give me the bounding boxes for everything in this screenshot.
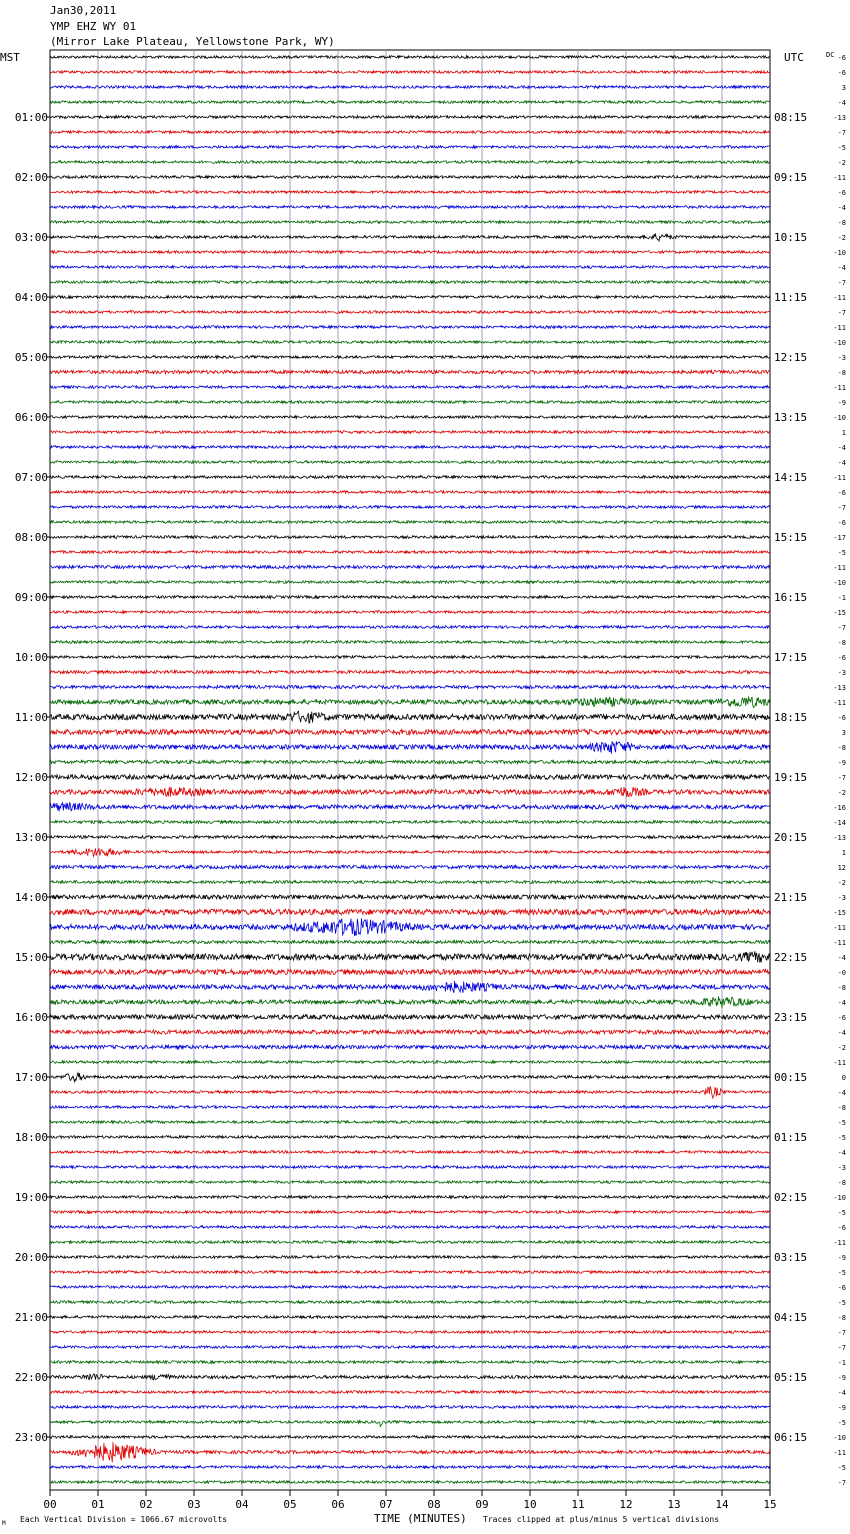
trace-row: [50, 1361, 770, 1364]
trace-row: [50, 491, 770, 494]
dc-offset-label: -5: [837, 1134, 846, 1142]
utc-tick-label: 12:15: [774, 351, 808, 364]
utc-tick-label: 02:15: [774, 1191, 808, 1204]
trace-row: [50, 1286, 770, 1289]
utc-tick-label: 14:15: [774, 471, 808, 484]
trace-row: [50, 641, 770, 644]
mst-tick-label: 20:00: [14, 1251, 48, 1264]
mst-tick-label: 21:00: [14, 1311, 48, 1324]
trace-row: [50, 775, 770, 780]
utc-tick-label: 10:15: [774, 231, 808, 244]
mst-tick-label: 04:00: [14, 291, 48, 304]
dc-offset-label: -11: [833, 474, 846, 482]
trace-row: [50, 341, 770, 344]
trace-row: [50, 787, 770, 797]
trace-row: [50, 326, 770, 329]
trace-row: [50, 221, 770, 224]
dc-offset-label: -6: [837, 1224, 846, 1232]
dc-offset-label: -3: [837, 894, 846, 902]
trace-row: [50, 996, 770, 1008]
dc-offset-label: -6: [837, 489, 846, 497]
utc-tick-label: 15:15: [774, 531, 808, 544]
mst-tick-label: 19:00: [14, 1191, 48, 1204]
dc-offset-label: -10: [833, 339, 846, 347]
dc-offset-label: -11: [833, 564, 846, 572]
left-axis-label: MST: [0, 51, 20, 64]
x-tick-label: 13: [667, 1498, 681, 1511]
dc-offset-label: -6: [837, 1284, 846, 1292]
dc-offset-label: -10: [833, 1434, 846, 1442]
dc-offset-label: 12: [837, 864, 846, 872]
utc-tick-label: 06:15: [774, 1431, 808, 1444]
dc-offset-label: -4: [837, 1029, 846, 1037]
dc-offset-label: -7: [837, 504, 846, 512]
header-station: YMP EHZ WY 01: [50, 20, 137, 33]
trace-row: [50, 370, 770, 373]
trace-row: [50, 1073, 770, 1082]
mst-tick-label: 06:00: [14, 411, 48, 424]
dc-offset-label: -13: [833, 834, 846, 842]
dc-offset-label: -1: [837, 1359, 846, 1367]
trace-row: [50, 101, 770, 104]
utc-tick-label: 09:15: [774, 171, 808, 184]
utc-tick-label: 21:15: [774, 891, 808, 904]
trace-row: [50, 161, 770, 164]
trace-row: [50, 1106, 770, 1109]
dc-offset-label: -3: [837, 1164, 846, 1172]
mst-tick-label: 15:00: [14, 951, 48, 964]
dc-offset-label: -4: [837, 204, 846, 212]
dc-offset-label: -5: [837, 549, 846, 557]
dc-offset-label: -7: [837, 309, 846, 317]
dc-offset-label: -2: [837, 789, 846, 797]
trace-row: [50, 1406, 770, 1409]
trace-row: [50, 1015, 770, 1020]
trace-row: [50, 1136, 770, 1139]
dc-offset-label: 3: [841, 729, 846, 737]
dc-offset-label: -17: [833, 534, 846, 542]
trace-row: [50, 1391, 770, 1394]
dc-offset-label: -15: [833, 909, 846, 917]
x-tick-label: 04: [235, 1498, 249, 1511]
dc-offset-label: -10: [833, 579, 846, 587]
trace-row: [50, 1045, 770, 1049]
dc-offset-label: -8: [837, 744, 846, 752]
dc-offset-label: -4: [837, 999, 846, 1007]
trace-row: [50, 1166, 770, 1169]
trace-row: [50, 626, 770, 629]
trace-row: [50, 551, 770, 554]
dc-offset-label: -5: [837, 1119, 846, 1127]
dc-offset-label: 1: [841, 849, 846, 857]
trace-row: [50, 1256, 770, 1259]
header-location: (Mirror Lake Plateau, Yellowstone Park, WY): [50, 35, 335, 48]
dc-offset-label: -10: [833, 414, 846, 422]
trace-row: [50, 281, 770, 284]
x-tick-label: 03: [187, 1498, 201, 1511]
mst-tick-label: 18:00: [14, 1131, 48, 1144]
dc-offset-label: -2: [837, 159, 846, 167]
dc-offset-label: -13: [833, 114, 846, 122]
mst-tick-label: 09:00: [14, 591, 48, 604]
dc-offset-label: -10: [833, 249, 846, 257]
trace-row: [50, 1466, 770, 1469]
trace-row: [50, 981, 770, 993]
trace-row: [50, 1211, 770, 1214]
trace-row: [50, 476, 770, 479]
dc-offset-label: -5: [837, 144, 846, 152]
trace-row: [50, 446, 770, 449]
dc-offset-label: -8: [837, 219, 846, 227]
utc-tick-label: 16:15: [774, 591, 808, 604]
trace-row: [50, 895, 770, 899]
x-tick-label: 08: [427, 1498, 441, 1511]
trace-row: [50, 1436, 770, 1439]
dc-offset-label: -8: [837, 1314, 846, 1322]
dc-offset-label: -8: [837, 369, 846, 377]
utc-tick-label: 20:15: [774, 831, 808, 844]
mst-tick-label: 16:00: [14, 1011, 48, 1024]
mst-tick-label: 11:00: [14, 711, 48, 724]
mst-tick-label: 12:00: [14, 771, 48, 784]
dc-offset-label: -6: [837, 189, 846, 197]
utc-tick-label: 01:15: [774, 1131, 808, 1144]
dc-offset-label: -4: [837, 99, 846, 107]
dc-offset-label: -7: [837, 1344, 846, 1352]
mst-tick-label: 13:00: [14, 831, 48, 844]
mst-tick-label: 01:00: [14, 111, 48, 124]
trace-row: [50, 741, 770, 753]
trace-row: [50, 1271, 770, 1274]
dc-offset-label: -4: [837, 264, 846, 272]
trace-row: [50, 386, 770, 389]
trace-row: [50, 821, 770, 824]
dc-offset-label: -1: [837, 594, 846, 602]
trace-row: [50, 536, 770, 539]
dc-offset-label: -2: [837, 1044, 846, 1052]
trace-row: [50, 1241, 770, 1244]
trace-row: [50, 251, 770, 254]
dc-offset-label: -5: [837, 1209, 846, 1217]
utc-tick-label: 17:15: [774, 651, 808, 664]
dc-offset-label: -2: [837, 234, 846, 242]
dc-offset-label: -4: [837, 444, 846, 452]
dc-offset-label: -6: [837, 519, 846, 527]
trace-row: [50, 1481, 770, 1484]
x-axis-title: TIME (MINUTES): [374, 1512, 467, 1525]
utc-tick-label: 05:15: [774, 1371, 808, 1384]
dc-offset-label: -8: [837, 1104, 846, 1112]
dc-offset-label: 1: [841, 429, 846, 437]
dc-offset-label: -13: [833, 684, 846, 692]
scale-note: Each Vertical Division = 1066.67 microvolts: [20, 1515, 228, 1524]
trace-row: [50, 881, 770, 884]
trace-row: [50, 951, 770, 962]
dc-offset-label: -11: [833, 1239, 846, 1247]
mst-tick-label: 08:00: [14, 531, 48, 544]
trace-row: [50, 1421, 770, 1427]
dc-offset-label: -9: [837, 1254, 846, 1262]
dc-offset-label: -11: [833, 1449, 846, 1457]
dc-offset-label: -7: [837, 1329, 846, 1337]
trace-row: [50, 461, 770, 464]
dc-offset-label: -11: [833, 324, 846, 332]
x-tick-label: 02: [139, 1498, 153, 1511]
mst-tick-label: 07:00: [14, 471, 48, 484]
dc-offset-label: -6: [837, 54, 846, 62]
mst-tick-label: 02:00: [14, 171, 48, 184]
trace-row: [50, 401, 770, 404]
mst-tick-label: 14:00: [14, 891, 48, 904]
trace-row: [50, 296, 770, 299]
utc-tick-label: 00:15: [774, 1071, 808, 1084]
dc-offset-label: -6: [837, 1014, 846, 1022]
mst-tick-label: 22:00: [14, 1371, 48, 1384]
x-tick-label: 01: [91, 1498, 105, 1511]
trace-row: [50, 909, 770, 915]
trace-row: [50, 685, 770, 688]
dc-offset-label: -8: [837, 1179, 846, 1187]
trace-row: [50, 1346, 770, 1349]
trace-row: [50, 1121, 770, 1124]
dc-offset-label: -6: [837, 714, 846, 722]
trace-row: [50, 940, 770, 943]
dc-offset-label: -7: [837, 1479, 846, 1487]
dc-offset-label: -7: [837, 129, 846, 137]
trace-row: [50, 1374, 770, 1380]
dc-offset-label: -16: [833, 804, 846, 812]
trace-row: [50, 1151, 770, 1154]
x-tick-label: 07: [379, 1498, 393, 1511]
trace-row: [50, 865, 770, 868]
dc-offset-label: -4: [837, 1389, 846, 1397]
dc-offset-label: -11: [833, 174, 846, 182]
dc-offset-label: -4: [837, 954, 846, 962]
trace-row: [50, 431, 770, 434]
trace-row: [50, 1061, 770, 1064]
trace-row: [50, 836, 770, 839]
plot-frame: [50, 50, 770, 1490]
x-tick-label: 05: [283, 1498, 297, 1511]
trace-row: [50, 266, 770, 269]
dc-offset-label: -5: [837, 1269, 846, 1277]
trace-row: [50, 656, 770, 659]
mst-tick-label: 05:00: [14, 351, 48, 364]
dc-offset-label: -5: [837, 1419, 846, 1427]
trace-row: [50, 596, 770, 599]
x-tick-label: 09: [475, 1498, 489, 1511]
dc-offset-label: -4: [837, 1089, 846, 1097]
dc-label: DC: [826, 51, 835, 59]
dc-offset-label: -7: [837, 774, 846, 782]
trace-row: [50, 56, 770, 59]
dc-offset-label: -5: [837, 1464, 846, 1472]
dc-offset-label: -11: [833, 939, 846, 947]
trace-row: [50, 1087, 770, 1098]
trace-row: [50, 848, 770, 856]
mst-tick-label: 03:00: [14, 231, 48, 244]
trace-row: [50, 356, 770, 359]
trace-row: [50, 1331, 770, 1334]
dc-offset-label: 0: [841, 1074, 846, 1082]
utc-tick-label: 22:15: [774, 951, 808, 964]
dc-offset-label: -7: [837, 624, 846, 632]
trace-row: [50, 611, 770, 614]
clip-note: Traces clipped at plus/minus 5 vertical divisions: [483, 1515, 720, 1524]
dc-offset-label: -8: [837, 639, 846, 647]
dc-offset-label: -9: [837, 1374, 846, 1382]
trace-row: [50, 697, 770, 708]
mst-tick-label: 23:00: [14, 1431, 48, 1444]
dc-offset-label: -11: [833, 699, 846, 707]
utc-tick-label: 23:15: [774, 1011, 808, 1024]
header-date: Jan30,2011: [50, 4, 117, 17]
dc-offset-label: -6: [837, 654, 846, 662]
trace-row: [50, 1030, 770, 1034]
trace-row: [50, 1316, 770, 1319]
trace-row: [50, 191, 770, 194]
x-tick-label: 06: [331, 1498, 345, 1511]
trace-row: [50, 234, 770, 242]
dc-offset-label: -3: [837, 669, 846, 677]
trace-row: [50, 1196, 770, 1199]
dc-offset-label: -5: [837, 1299, 846, 1307]
trace-row: [50, 1181, 770, 1184]
trace-row: [50, 969, 770, 974]
dc-offset-label: -4: [837, 1149, 846, 1157]
mst-tick-label: 17:00: [14, 1071, 48, 1084]
trace-row: [50, 566, 770, 569]
dc-offset-label: -9: [837, 759, 846, 767]
dc-offset-label: -11: [833, 384, 846, 392]
trace-row: [50, 311, 770, 314]
trace-row: [50, 760, 770, 763]
utc-tick-label: 19:15: [774, 771, 808, 784]
trace-row: [50, 146, 770, 149]
x-tick-label: 11: [571, 1498, 585, 1511]
trace-row: [50, 711, 770, 723]
dc-offset-label: -15: [833, 609, 846, 617]
dc-offset-label: -7: [837, 279, 846, 287]
dc-offset-label: -3: [837, 354, 846, 362]
trace-row: [50, 670, 770, 673]
trace-row: [50, 521, 770, 524]
corner-mark: M: [2, 1520, 6, 1527]
trace-row: [50, 416, 770, 419]
trace-row: [50, 1301, 770, 1304]
dc-offset-label: -11: [833, 1059, 846, 1067]
dc-offset-label: -11: [833, 924, 846, 932]
dc-offset-label: -6: [837, 69, 846, 77]
mst-tick-label: 10:00: [14, 651, 48, 664]
trace-row: [50, 131, 770, 134]
trace-row: [50, 729, 770, 734]
trace-row: [50, 86, 770, 89]
x-tick-label: 15: [763, 1498, 777, 1511]
trace-row: [50, 206, 770, 209]
dc-offset-label: 3: [841, 84, 846, 92]
trace-row: [50, 581, 770, 584]
x-tick-label: 12: [619, 1498, 633, 1511]
dc-offset-label: -4: [837, 459, 846, 467]
dc-offset-label: -0: [837, 969, 846, 977]
utc-tick-label: 08:15: [774, 111, 808, 124]
trace-row: [50, 176, 770, 179]
x-tick-label: 10: [523, 1498, 537, 1511]
utc-tick-label: 18:15: [774, 711, 808, 724]
trace-row: [50, 802, 770, 811]
dc-offset-label: -14: [833, 819, 846, 827]
dc-offset-label: -9: [837, 1404, 846, 1412]
trace-row: [50, 1442, 770, 1462]
utc-tick-label: 13:15: [774, 411, 808, 424]
dc-offset-label: -11: [833, 294, 846, 302]
trace-row: [50, 918, 770, 936]
x-tick-label: 00: [43, 1498, 57, 1511]
utc-tick-label: 11:15: [774, 291, 808, 304]
utc-tick-label: 04:15: [774, 1311, 808, 1324]
dc-offset-label: -9: [837, 399, 846, 407]
x-tick-label: 14: [715, 1498, 729, 1511]
dc-offset-label: -10: [833, 1194, 846, 1202]
dc-offset-label: -2: [837, 879, 846, 887]
trace-row: [50, 116, 770, 119]
trace-row: [50, 71, 770, 74]
right-axis-label: UTC: [784, 51, 804, 64]
utc-tick-label: 03:15: [774, 1251, 808, 1264]
trace-row: [50, 506, 770, 509]
trace-row: [50, 1226, 770, 1229]
dc-offset-label: -8: [837, 984, 846, 992]
